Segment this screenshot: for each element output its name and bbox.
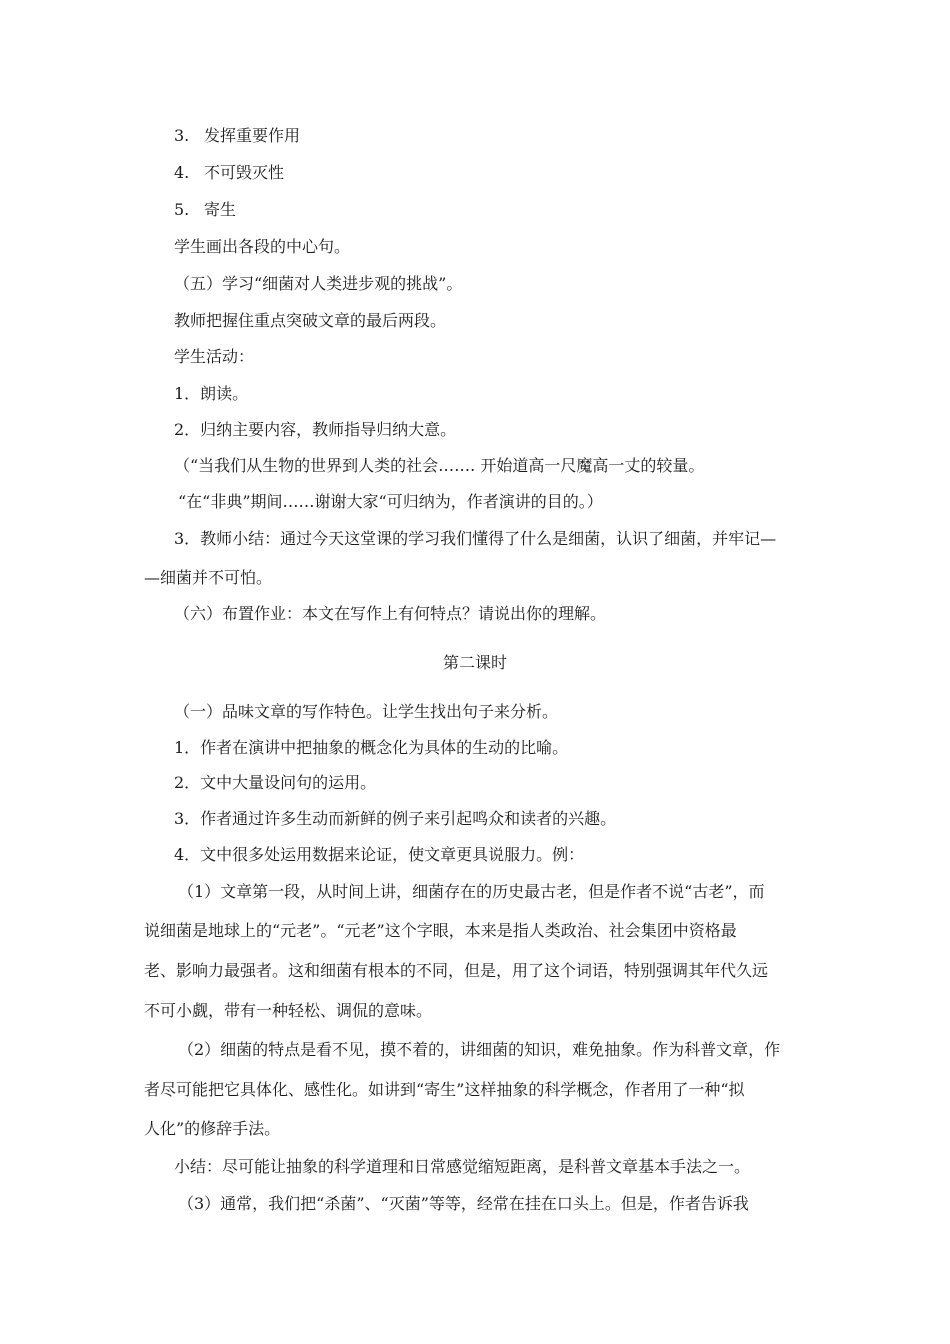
paragraph-line: （1）文章第一段，从时间上讲，细菌存在的历史最古老，但是作者不说“古老”，而 bbox=[178, 882, 765, 901]
body-line: 2．文中大量设问句的运用。 bbox=[174, 773, 377, 792]
body-line: 1．作者在演讲中把抽象的概念化为具体的生动的比喻。 bbox=[174, 738, 569, 757]
paragraph-line: 老、影响力最强者。这和细菌有根本的不同，但是，用了这个词语，特别强调其年代久远 bbox=[144, 961, 769, 980]
list-item-number: 5. bbox=[174, 200, 190, 219]
paragraph-line: 不可小觑，带有一种轻松、调侃的意味。 bbox=[144, 1001, 433, 1020]
list-item-text: 不可毁灭性 bbox=[204, 163, 285, 182]
body-line: （“当我们从生物的世界到人类的社会……. 开始道高一尺魔高一丈的较量。 bbox=[174, 456, 705, 475]
paragraph-line: （3）通常，我们把“杀菌”、“灭菌”等等，经常在挂在口头上。但是，作者告诉我 bbox=[178, 1194, 749, 1213]
body-line: 2．归纳主要内容，教师指导归纳大意。 bbox=[174, 420, 457, 439]
list-item-text: 寄生 bbox=[204, 200, 237, 219]
paragraph-line: 说细菌是地球上的“元老”。“元老”这个字眼，本来是指人类政治、社会集团中资格最 bbox=[144, 921, 737, 940]
list-item bbox=[174, 200, 236, 220]
section-heading: （五）学习“细菌对人类进步观的挑战”。 bbox=[174, 274, 463, 293]
body-line: 小结：尽可能让抽象的科学道理和日常感觉缩短距离，是科普文章基本手法之一。 bbox=[174, 1157, 751, 1176]
body-line: —细菌并不可怕。 bbox=[144, 568, 273, 587]
body-line: 4．文中很多处运用数据来论证，使文章更具说服力。例： bbox=[174, 845, 585, 864]
body-line: 学生活动： bbox=[174, 347, 255, 366]
list-item bbox=[174, 163, 284, 183]
list-item bbox=[174, 126, 300, 146]
body-line: 3．教师小结：通过今天这堂课的学习我们懂得了什么是细菌，认识了细菌，并牢记— bbox=[174, 529, 777, 548]
body-line: 3．作者通过许多生动而新鲜的例子来引起鸣众和读者的兴趣。 bbox=[174, 809, 617, 828]
body-line: 教师把握住重点突破文章的最后两段。 bbox=[174, 311, 447, 330]
body-line: 学生画出各段的中心句。 bbox=[174, 237, 351, 256]
paragraph-line: （2）细菌的特点是看不见，摸不着的，讲细菌的知识，难免抽象。作为科普文章，作 bbox=[178, 1040, 781, 1059]
section-title: 第二课时 bbox=[442, 653, 507, 672]
paragraph-line: 人化”的修辞手法。 bbox=[144, 1119, 281, 1138]
body-line: “在“非典”期间……谢谢大家“可归纳为，作者演讲的目的。） bbox=[178, 492, 603, 511]
list-item-number: 4. bbox=[174, 163, 190, 182]
section-heading: （六）布置作业：本文在写作上有何特点？请说出你的理解。 bbox=[174, 604, 607, 623]
list-item-text: 发挥重要作用 bbox=[204, 126, 301, 145]
list-item-number: 3. bbox=[174, 126, 190, 145]
section-heading: （一）品味文章的写作特色。让学生找出句子来分析。 bbox=[174, 702, 559, 721]
body-line: 1．朗读。 bbox=[174, 384, 249, 403]
paragraph-line: 者尽可能把它具体化、感性化。如讲到“寄生”这样抽象的科学概念，作者用了一种“拟 bbox=[144, 1080, 745, 1099]
